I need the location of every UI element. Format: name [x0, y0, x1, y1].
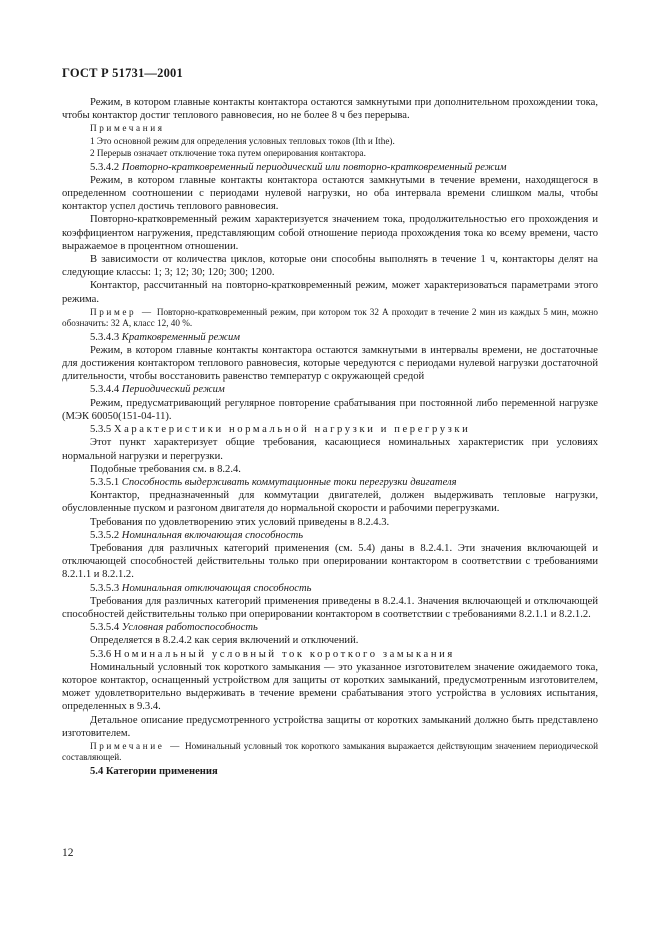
paragraph: Режим, в котором главные контакты контактора остаются замкнутыми при дополнительном прохождении тока, чтобы контактор достиг теплового равновесия, но не более 8 ч без перерыва.	[62, 97, 598, 122]
paragraph: Подобные требования см. в 8.2.4.	[90, 463, 241, 475]
paragraph: Требования по удовлетворению этих условий приведены в 8.2.4.3.	[90, 516, 390, 528]
paragraph: Требования для различных категорий применения (см. 5.4) даны в 8.2.4.1. Эти значения включающей и отключающей способностей действительны только при оперировании контактором в соответствии с требованиями 8.2.1.1 и 8.2.1.2.	[62, 542, 598, 581]
section-heading: 5.3.5.1 Способность выдерживать коммутационные токи перегрузки двигателя	[90, 476, 457, 488]
note-2: 2 Перерыв означает отключение тока путем оперирования контактора.	[90, 148, 366, 159]
paragraph: Определяется в 8.2.4.2 как серия включений и отключений.	[90, 635, 359, 647]
section-heading: 5.3.4.3 Кратковременный режим	[90, 331, 240, 343]
section-heading: 5.3.4.2 Повторно-кратковременный периодический или повторно-кратковременный режим	[90, 161, 507, 173]
paragraph: Контактор, рассчитанный на повторно-кратковременный режим, может характеризоваться параметрами этого режима.	[62, 280, 598, 305]
standard-header: ГОСТ Р 51731—2001	[62, 66, 183, 80]
paragraph: Режим, в котором главные контакты контактора остаются замкнутыми в течение времени, находящегося в определенном соотношении с периодами нулевой нагрузки, но оба интервала времени слишком малы, чтобы контактор успел достичь теплового равновесия.	[62, 174, 598, 213]
paragraph: Требования для различных категорий применения приведены в 8.2.4.1. Значения включающей и отключающей способностей действительны только при оперировании контактором в соответствии с требованиями 8.2.1.1 и 8.2.1.2.	[62, 595, 598, 620]
paragraph: Режим, предусматривающий регулярное повторение срабатывания при постоянной либо переменной нагрузке (МЭК 60050(151-04-11).	[62, 397, 598, 422]
section-heading: 5.3.5.4 Условная работоспособность	[90, 622, 258, 634]
notes-heading: Примечания	[90, 123, 165, 134]
section-heading: 5.3.5.3 Номинальная отключающая способность	[90, 582, 312, 594]
document-body	[62, 96, 598, 778]
section-title: 5.4 Категории применения	[90, 765, 218, 777]
paragraph: Номинальный условный ток короткого замыкания — это указанное изготовителем значение ожидаемого тока, которое контактор, оснащенный устройством для защиты от коротких замыканий, предусмотренным изготовителем, может удовлетворительно выдерживать в течение времени срабатывания этого устройства в условиях испытания, определенных в 9.3.4.	[62, 661, 598, 713]
paragraph: В зависимости от количества циклов, которые они способны выполнять в течение 1 ч, контакторы делят на следующие классы: 1; 3; 12; 30; 120; 300; 1200.	[62, 254, 598, 279]
section-heading: 5.3.6 Номинальный условный ток короткого замыкания	[90, 648, 455, 660]
section-heading: 5.3.5 Характеристики нормальной нагрузки и перегрузки	[90, 424, 471, 436]
section-heading: 5.3.5.2 Номинальная включающая способность	[90, 529, 304, 541]
note-1: 1 Это основной режим для определения условных тепловых токов (Ith и Ithe).	[90, 135, 395, 146]
page-number: 12	[62, 847, 74, 859]
paragraph: Контактор, предназначенный для коммутации двигателей, должен выдерживать тепловые нагрузки, обусловленные пуском и разгоном двигателя до нормальной скорости и рабочими перегрузками.	[62, 490, 598, 515]
section-heading: 5.3.4.4 Периодический режим	[90, 384, 225, 396]
paragraph: Детальное описание предусмотренного устройства защиты от коротких замыканий должно быть представлено изготовителем.	[62, 714, 598, 739]
paragraph: Режим, в котором главные контакты контактора остаются замкнутыми в интервалы времени, не достаточные для достижения контактором теплового равновесия, которые чередуются с периодами нулевой нагрузки достаточной длительности, чтобы восстановить равенство температур с окружающей средой	[62, 344, 598, 383]
paragraph: Повторно-кратковременный режим характеризуется значением тока, продолжительностью его прохождения и коэффициентом нагружения, представляющим собой отношение периода прохождения тока ко всему времени, часто выражаемое в процентном отношении.	[62, 214, 598, 252]
paragraph: Этот пункт характеризует общие требования, касающиеся номинальных характеристик при условиях нормальной нагрузки и перегрузки.	[62, 437, 598, 462]
note: Примечание — Номинальный условный ток короткого замыкания выражается действующим значением периодической составляющей.	[62, 740, 599, 763]
example-note: Пример — Повторно-кратковременный режим, при котором ток 32 А проходит в течение 2 мин из каждых 5 мин, можно обозначить: 32 А, класс 12, 40 %.	[62, 306, 599, 329]
